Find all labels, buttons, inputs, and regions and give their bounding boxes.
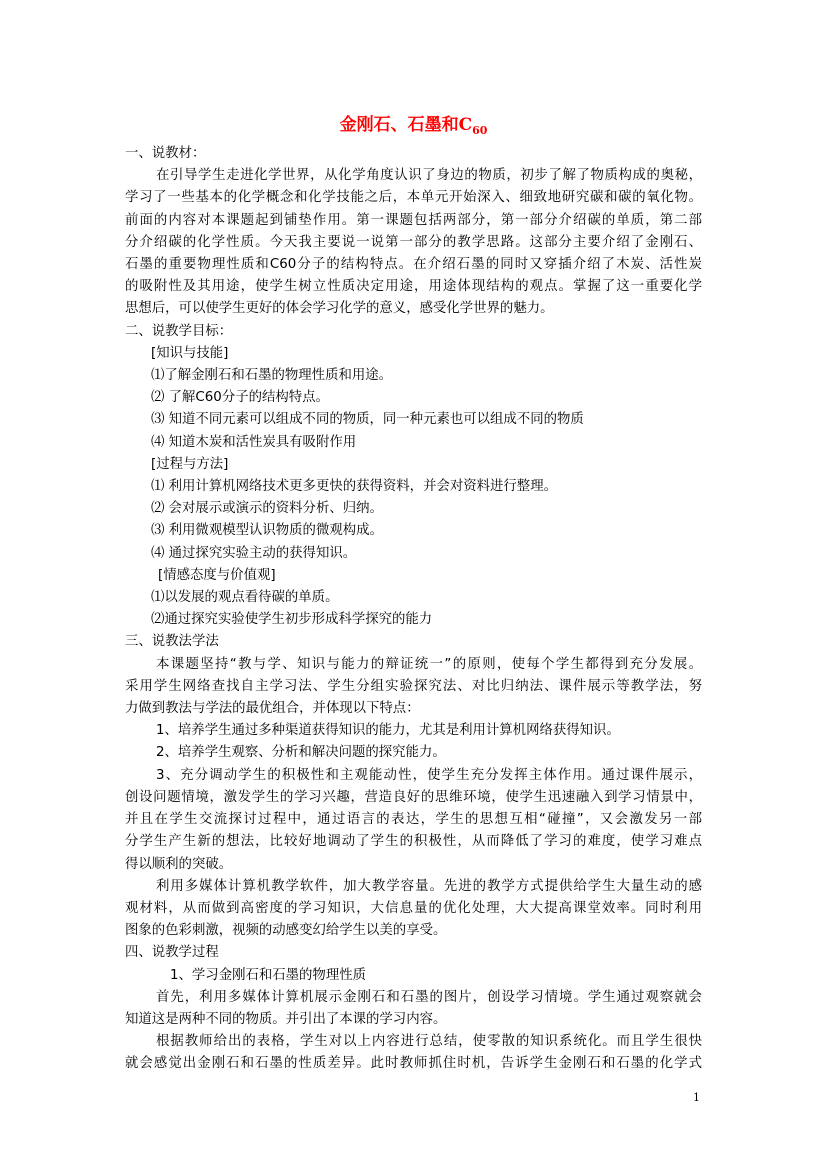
paragraph-line: 采用学生网络查找自主学习法、学生分组实验探究法、对比归纳法、课件展示等教学法，努	[125, 678, 702, 694]
paragraph-line: 分学生产生新的想法，比较好地调动了学生的积极性，从而降低了学习的难度，使学习难点	[125, 834, 702, 850]
title-main: 金刚石、石墨和C	[339, 115, 473, 135]
list-item: 2、培养学生观察、分析和解决问题的探究能力。	[156, 745, 446, 761]
list-item: ⑵通过探究实验使学生初步形成科学探究的能力	[151, 612, 433, 628]
paragraph-line: 就会感觉出金刚石和石墨的性质差异。此时教师抓住时机，告诉学生金刚石和石墨的化学式	[125, 1056, 702, 1072]
page-number: 1	[693, 1091, 700, 1104]
subsection-heading: 1、学习金刚石和石墨的物理性质	[170, 967, 366, 983]
paragraph-line: 本课题坚持“教与学、知识与能力的辩证统一”的原则，使每个学生都得到充分发展。	[156, 656, 702, 672]
list-item: ⑴ 利用计算机网络技术更多更快的获得资料，并会对资料进行整理。	[151, 479, 557, 495]
paragraph-line: 思想后，可以使学生更好的体会学习化学的意义，感受化学世界的魅力。	[125, 301, 554, 317]
paragraph-line: 的吸附性及其用途，使学生树立性质决定用途，用途体现结构的观点。掌握了这一重要化学	[125, 279, 702, 295]
title-subscript: 60	[472, 124, 488, 137]
paragraph-line: 分介绍碳的化学性质。今天我主要说一说第一部分的教学思路。这部分主要介绍了金刚石、	[125, 234, 702, 250]
section-heading: 四、说教学过程	[125, 945, 219, 961]
subsection-heading: [情感态度与价值观]	[158, 567, 276, 583]
paragraph-line: 在引导学生走进化学世界，从化学角度认识了身边的物质，初步了解了物质构成的奥秘，	[156, 168, 702, 184]
paragraph-line: 知道这是两种不同的物质。并引出了本课的学习内容。	[125, 1011, 447, 1027]
paragraph-line: 学习了一些基本的化学概念和化学技能之后，本单元开始深入、细致地研究碳和碳的氧化物。	[125, 190, 702, 206]
paragraph-line: 得以顺利的突破。	[125, 856, 233, 872]
paragraph-line: 利用多媒体计算机教学软件，加大教学容量。先进的教学方式提供给学生大量生动的感	[156, 878, 702, 894]
list-item: ⑴以发展的观点看待碳的单质。	[151, 590, 339, 606]
list-item: ⑷ 知道木炭和活性炭具有吸附作用	[151, 434, 357, 450]
paragraph-line: 并且在学生交流探讨过程中，通过语言的表达，学生的思想互相“碰撞”，又会激发另一部	[125, 812, 702, 828]
list-item: ⑵ 了解C60分子的结构特点。	[151, 390, 329, 406]
list-item: ⑶ 知道不同元素可以组成不同的物质，同一种元素也可以组成不同的物质	[151, 412, 584, 428]
list-item: ⑶ 利用微观模型认识物质的微观构成。	[151, 523, 383, 539]
paragraph-line: 观材料，从而做到高密度的学习知识，大信息量的优化处理，大大提高课堂效率。同时利用	[125, 900, 702, 916]
paragraph-line: 力做到教法与学法的最优组合，并体现以下特点：	[125, 701, 420, 717]
list-item: ⑴了解金刚石和石墨的物理性质和用途。	[151, 368, 393, 384]
paragraph-line: 前面的内容对本课题起到铺垫作用。第一课题包括两部分，第一部分介绍碳的单质，第二部	[125, 212, 702, 228]
paragraph-line: 石墨的重要物理性质和C60分子的结构特点。在介绍石墨的同时又穿插介绍了木炭、活性炭	[125, 257, 702, 273]
subsection-heading: [过程与方法]	[151, 456, 229, 472]
paragraph-line: 首先，利用多媒体计算机展示金刚石和石墨的图片，创设学习情境。学生通过观察就会	[156, 989, 702, 1005]
page-title	[0, 114, 827, 142]
list-item: ⑵ 会对展示或演示的资料分析、归纳。	[151, 501, 383, 517]
section-heading: 二、说教学目标：	[125, 323, 233, 339]
list-item: ⑷ 通过探究实验主动的获得知识。	[151, 545, 357, 561]
document-body	[125, 143, 702, 1076]
paragraph-line: 图象的色彩刺激，视频的动感变幻给学生以美的享受。	[125, 923, 447, 939]
paragraph-line: 3、充分调动学生的积极性和主观能动性，使学生充分发挥主体作用。通过课件展示，	[156, 767, 702, 783]
section-heading: 三、说教法学法	[125, 634, 219, 650]
paragraph-line: 根据教师给出的表格，学生对以上内容进行总结，使零散的知识系统化。而且学生很快	[156, 1034, 702, 1050]
list-item: 1、培养学生通过多种渠道获得知识的能力，尤其是利用计算机网络获得知识。	[156, 723, 620, 739]
section-heading: 一、说教材：	[125, 146, 206, 161]
subsection-heading: [知识与技能]	[151, 345, 229, 361]
paragraph-line: 创设问题情境，激发学生的学习兴趣，营造良好的思维环境，使学生迅速融入到学习情景中，	[125, 789, 702, 805]
